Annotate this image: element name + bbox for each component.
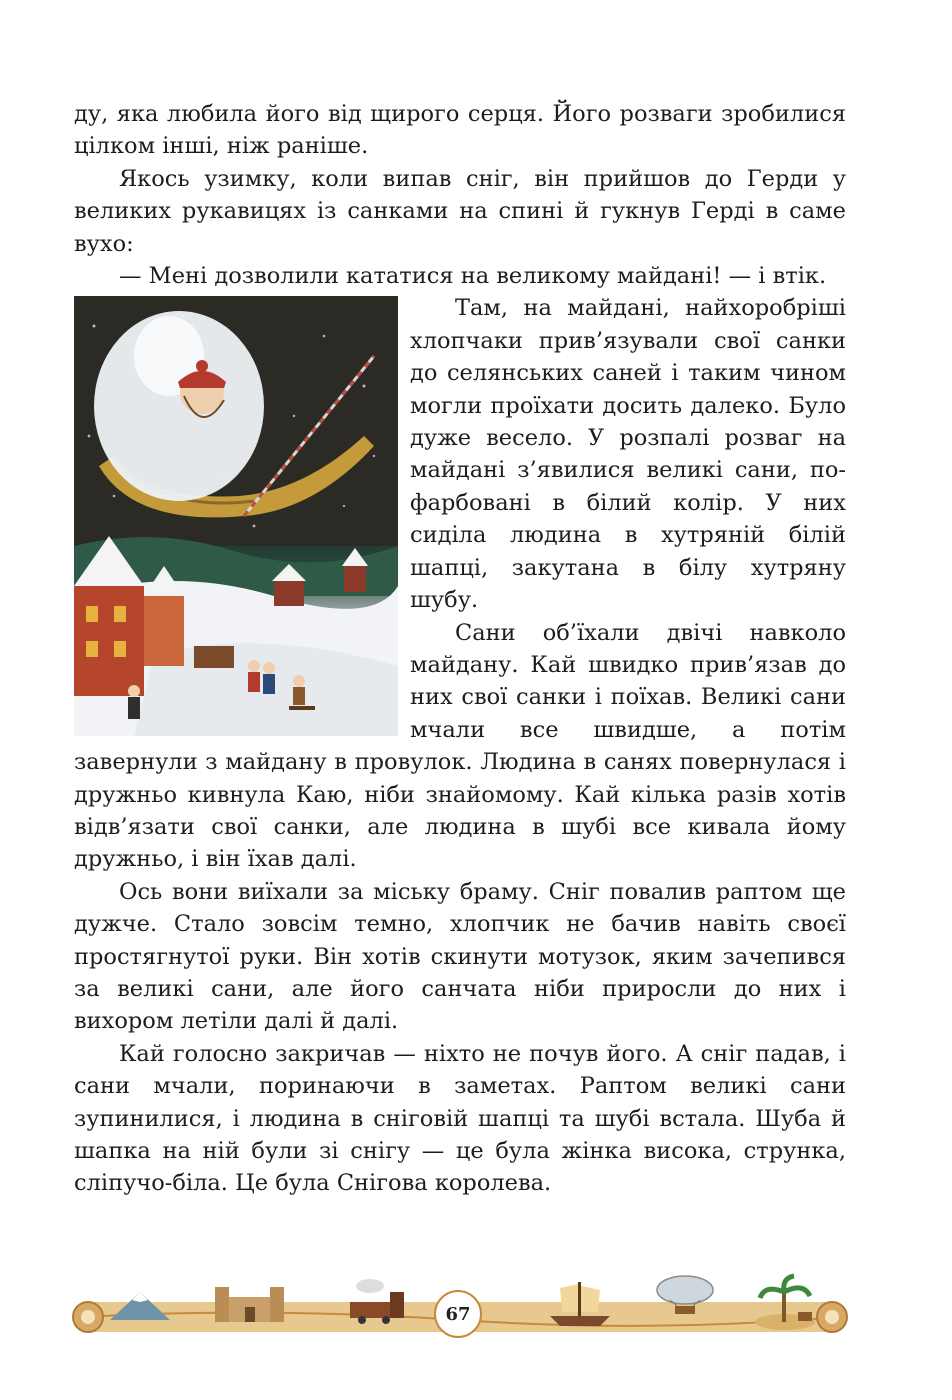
train-icon: [350, 1279, 404, 1324]
page-number: 67: [434, 1290, 482, 1338]
paragraph-5: Сани об’їхали двічі навколо майдану. Кай швидко прив’язав до них свої санки і поїхав. Великі сани мчали все швидше, а потім завернули з майдану в провулок. Людина в санях повернулася і дружньо кивнула Каю, ніби знайомому. Кай кілька разів хотів відв’язати свої санки, але людина в шубі все кивала йому дружньо, і він їхав далі.: [74, 619, 846, 873]
castle-icon: [215, 1287, 284, 1322]
paragraph-6: Ось вони виїхали за міську браму. Сніг повалив раптом ще дужче. Стало зовсім темно, хлопчик не бачив навіть своєї простягнутої руки. Він хотів скинути мотузок, яким зачепився за великі сани, але його санчата ніби приросли до них і вихором летіли далі й далі.: [74, 878, 846, 1035]
paragraph-4: Там, на майдані, найхоробріші хлопчаки прив’язували свої санки до селянських саней і таким чином могли проїхати досить далеко. Було дуже весело. У розпалі розваг на майдані з’явилися великі сани, пофарбовані в білий колір. У них сиділа людина в хутряній білій шапці, закутана в білу хутряну шубу.: [410, 295, 846, 614]
paragraph-3: — Мені дозволили кататися на великому майдані! — і втік.: [119, 263, 827, 290]
story-text: [74, 98, 846, 1200]
illustration-art: [74, 296, 398, 736]
paragraph-1: ду, яка любила його від щирого серця. Його розваги зробилися цілком інші, ніж раніше.: [74, 101, 846, 160]
snow-queen-sleigh-illustration: [74, 296, 398, 736]
paragraph-7: Кай голосно закричав — ніхто не почув його. А сніг падав, і сани мчали, поринаючи в заметах. Раптом великі сани зупинилися, і людина в сніговій шапці та шубі встала. Шуба й шапка на ній були зі снігу — це була жінка висока, струнка, сліпучо-біла. Це була Снігова королева.: [74, 1040, 846, 1197]
paragraph-2: Якось узимку, коли випав сніг, він прийшов до Герди у великих рукавицях із санками на спині й гукнув Герді в саме вухо:: [74, 165, 846, 257]
